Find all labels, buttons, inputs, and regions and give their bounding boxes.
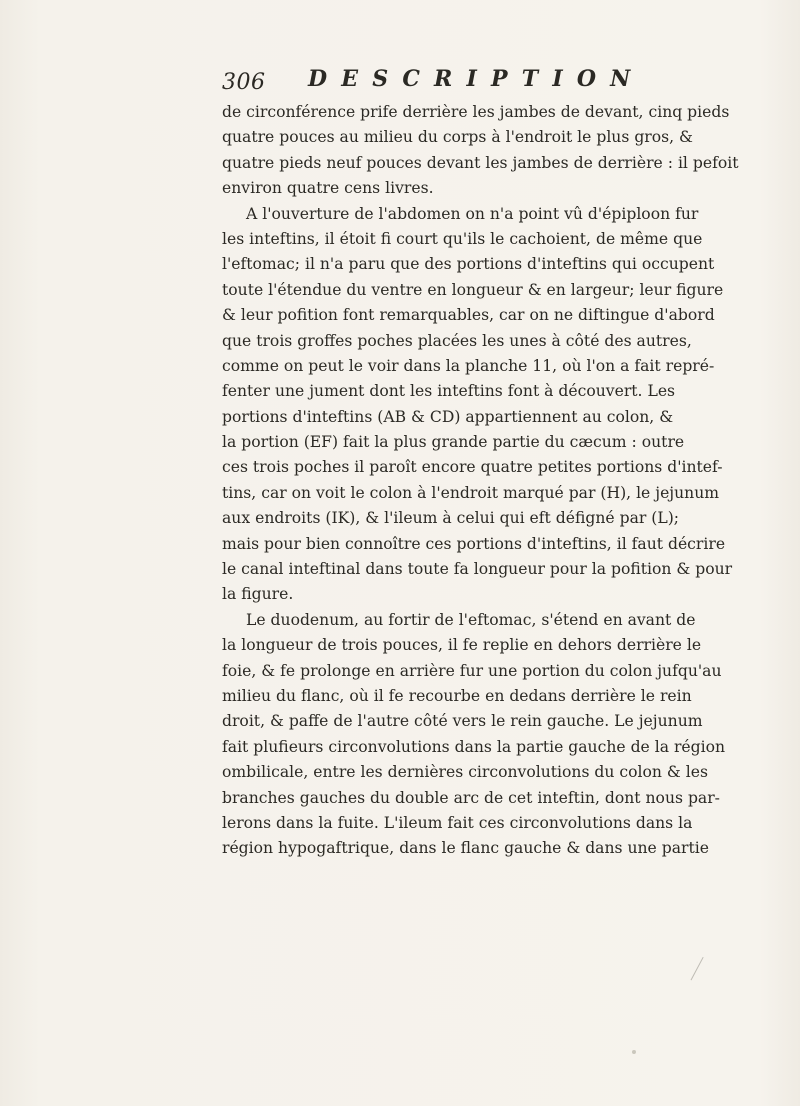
text-line: la figure. [222, 585, 294, 604]
text-line: foie, & fe prolonge en arrière fur une portion du colon jufqu'au [222, 661, 722, 680]
text-line: Le duodenum, au fortir de l'eftomac, s'étend en avant de [246, 610, 696, 629]
text-line: environ quatre cens livres. [222, 179, 434, 198]
text-line: l'eftomac; il n'a paru que des portions d'inteftins qui occupent [222, 255, 715, 274]
text-line: & leur pofition font remarquables, car on ne diftingue d'abord [222, 306, 715, 325]
text-line: la portion (EF) fait la plus grande partie du cæcum : outre [222, 433, 685, 452]
text-line: branches gauches du double arc de cet inteftin, dont nous par- [222, 788, 720, 807]
text-line: de circonférence prife derrière les jambes de devant, cinq pieds [222, 103, 730, 121]
text-line: comme on peut le voir dans la planche 11, où l'on a fait repré- [222, 356, 715, 375]
text-line: quatre pieds neuf pouces devant les jambes de derrière : il pefoit [222, 153, 739, 172]
text-line: fait plufieurs circonvolutions dans la partie gauche de la région [222, 737, 726, 756]
text-line: les inteftins, il étoit fi court qu'ils le cachoient, de même que [222, 229, 703, 248]
running-title: DESCRIPTION [308, 66, 645, 92]
page-header [222, 66, 645, 100]
text-line: ces trois poches il paroît encore quatre petites portions d'intef- [222, 458, 723, 477]
text-line: région hypogaftrique, dans le flanc gauche & dans une partie [222, 839, 709, 858]
text-line: le canal inteftinal dans toute fa longueur pour la pofition & pour [222, 560, 733, 579]
text-line: ombilicale, entre les dernières circonvolutions du colon & les [222, 763, 708, 782]
text-line: tins, car on voit le colon à l'endroit marqué par (H), le jejunum [222, 483, 720, 502]
text-line: fenter une jument dont les inteftins font à découvert. Les [222, 382, 676, 401]
text-line: A l'ouverture de l'abdomen on n'a point vû d'épiploon fur [246, 204, 699, 223]
page-number: 306 [222, 70, 266, 95]
body-text [222, 100, 739, 862]
text-line: portions d'inteftins (AB & CD) appartiennent au colon, & [222, 407, 674, 426]
text-line: droit, & paffe de l'autre côté vers le rein gauche. Le jejunum [222, 712, 703, 731]
text-line: aux endroits (IK), & l'ileum à celui qui eft défigné par (L); [222, 509, 680, 528]
text-line: que trois groffes poches placées les unes à côté des autres, [222, 331, 692, 350]
text-line: lerons dans la fuite. L'ileum fait ces circonvolutions dans la [222, 813, 693, 832]
stray-pencil-mark [691, 957, 713, 985]
text-line: toute l'étendue du ventre en longueur & en largeur; leur figure [222, 280, 724, 299]
text-line: la longueur de trois pouces, il fe replie en dehors derrière le [222, 636, 702, 655]
paper-speck [632, 1050, 636, 1054]
text-line: milieu du flanc, où il fe recourbe en dedans derrière le rein [222, 686, 692, 705]
text-line: mais pour bien connoître ces portions d'inteftins, il faut décrire [222, 534, 726, 553]
text-line: quatre pouces au milieu du corps à l'endroit le plus gros, & [222, 128, 693, 147]
